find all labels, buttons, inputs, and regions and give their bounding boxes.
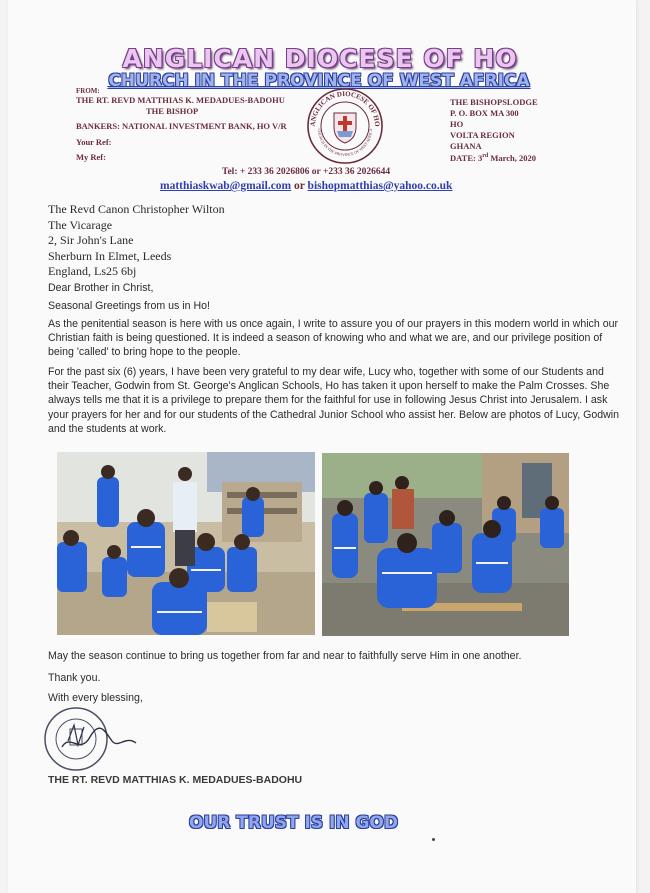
date-label: DATE: 3 [450, 152, 483, 163]
seal-text-top: ANGLICAN DIOCESE OF HO [308, 89, 382, 127]
letterhead-subtitle: CHURCH IN THE PROVINCE OF WEST AFRICA [108, 71, 530, 91]
recipient-line: England, Ls25 6bj [48, 264, 137, 278]
signatory-name: THE RT. REVD MATTHIAS K. MEDADUES-BADOHU [48, 774, 303, 786]
bishop-address [450, 97, 538, 152]
seasonal-greeting: Seasonal Greetings from us in Ho! [48, 300, 210, 312]
bishop-stamp-signature-icon [40, 703, 140, 775]
recipient-line: Sherburn In Elmet, Leeds [48, 248, 172, 263]
salutation: Dear Brother in Christ, [48, 282, 154, 294]
your-ref: Your Ref: [76, 137, 112, 147]
recipient-line: 2, Sir John's Lane [48, 233, 134, 247]
my-ref: My Ref: [76, 152, 106, 162]
address-line: HO [450, 119, 464, 129]
recipient-line: The Vicarage [48, 217, 113, 232]
address-line: THE BISHOPSLODGE [450, 97, 538, 107]
thank-you: Thank you. [48, 672, 101, 684]
email-line [160, 180, 452, 192]
recipient-address [48, 202, 225, 280]
telephone-line: Tel: + 233 36 2026806 or +233 36 2026644 [222, 167, 391, 177]
ink-dot [432, 838, 435, 841]
closing-paragraph: May the season continue to bring us together from far and near to faithfully serve Him in one another. [48, 650, 522, 662]
diocese-seal-icon [306, 87, 384, 165]
date-suffix: rd [482, 153, 489, 159]
seal-text-bottom: CHURCH IN THE PROVINCE OF WEST AFRICA [316, 128, 374, 158]
date-rest: March, 2020 [488, 152, 536, 163]
photo-students-right [322, 453, 569, 636]
address-line: VOLTA REGION [450, 130, 515, 140]
address-line: P. O. BOX MA 300 [450, 108, 519, 118]
email-link-secondary[interactable]: bishopmatthias@yahoo.co.uk [307, 180, 453, 192]
paragraph-palm-crosses: For the past six (6) years, I have been very grateful to my dear wife, Lucy who, together with some of our Students and their Teacher, Godwin from St. George's Anglican Schools, Ho has taken it upon herself to make the Palm Crosses. She always tells me that it is a privilege to prepare them for the faithful for use in following Jesus Christ into Jerusalem. I ask your prayers for her and for our students of the Cathedral Junior School who assist her. Below are photos of Lucy, Godwin and the students at work. [48, 366, 619, 435]
letterhead-title: ANGLICAN DIOCESE OF HO [122, 44, 518, 73]
diocese-motto: OUR TRUST IS IN GOD [189, 813, 398, 833]
email-link-primary[interactable]: matthiaskwab@gmail.com [160, 180, 292, 192]
sender-title: THE BISHOP [146, 106, 199, 116]
sender-name: THE RT. REVD MATTHIAS K. MEDADUES-BADOHU [76, 95, 285, 105]
address-line: GHANA [450, 141, 482, 151]
paragraph-prayers: As the penitential season is here with us once again, I write to assure you of our prayers in this modern world in which our Christian faith is being questioned. It is indeed a season of knowing who and what we are, and our privilege position of being 'called' to bring hope to the people. [48, 318, 619, 359]
email-separator: or [291, 180, 308, 192]
recipient-line: The Revd Canon Christopher Wilton [48, 202, 225, 216]
from-label: FROM: [76, 87, 100, 95]
letter-date [450, 151, 536, 164]
photo-students-left [57, 452, 315, 635]
blessing-line: With every blessing, [48, 692, 143, 704]
bankers-line: BANKERS: NATIONAL INVESTMENT BANK, HO V/R [76, 121, 287, 131]
